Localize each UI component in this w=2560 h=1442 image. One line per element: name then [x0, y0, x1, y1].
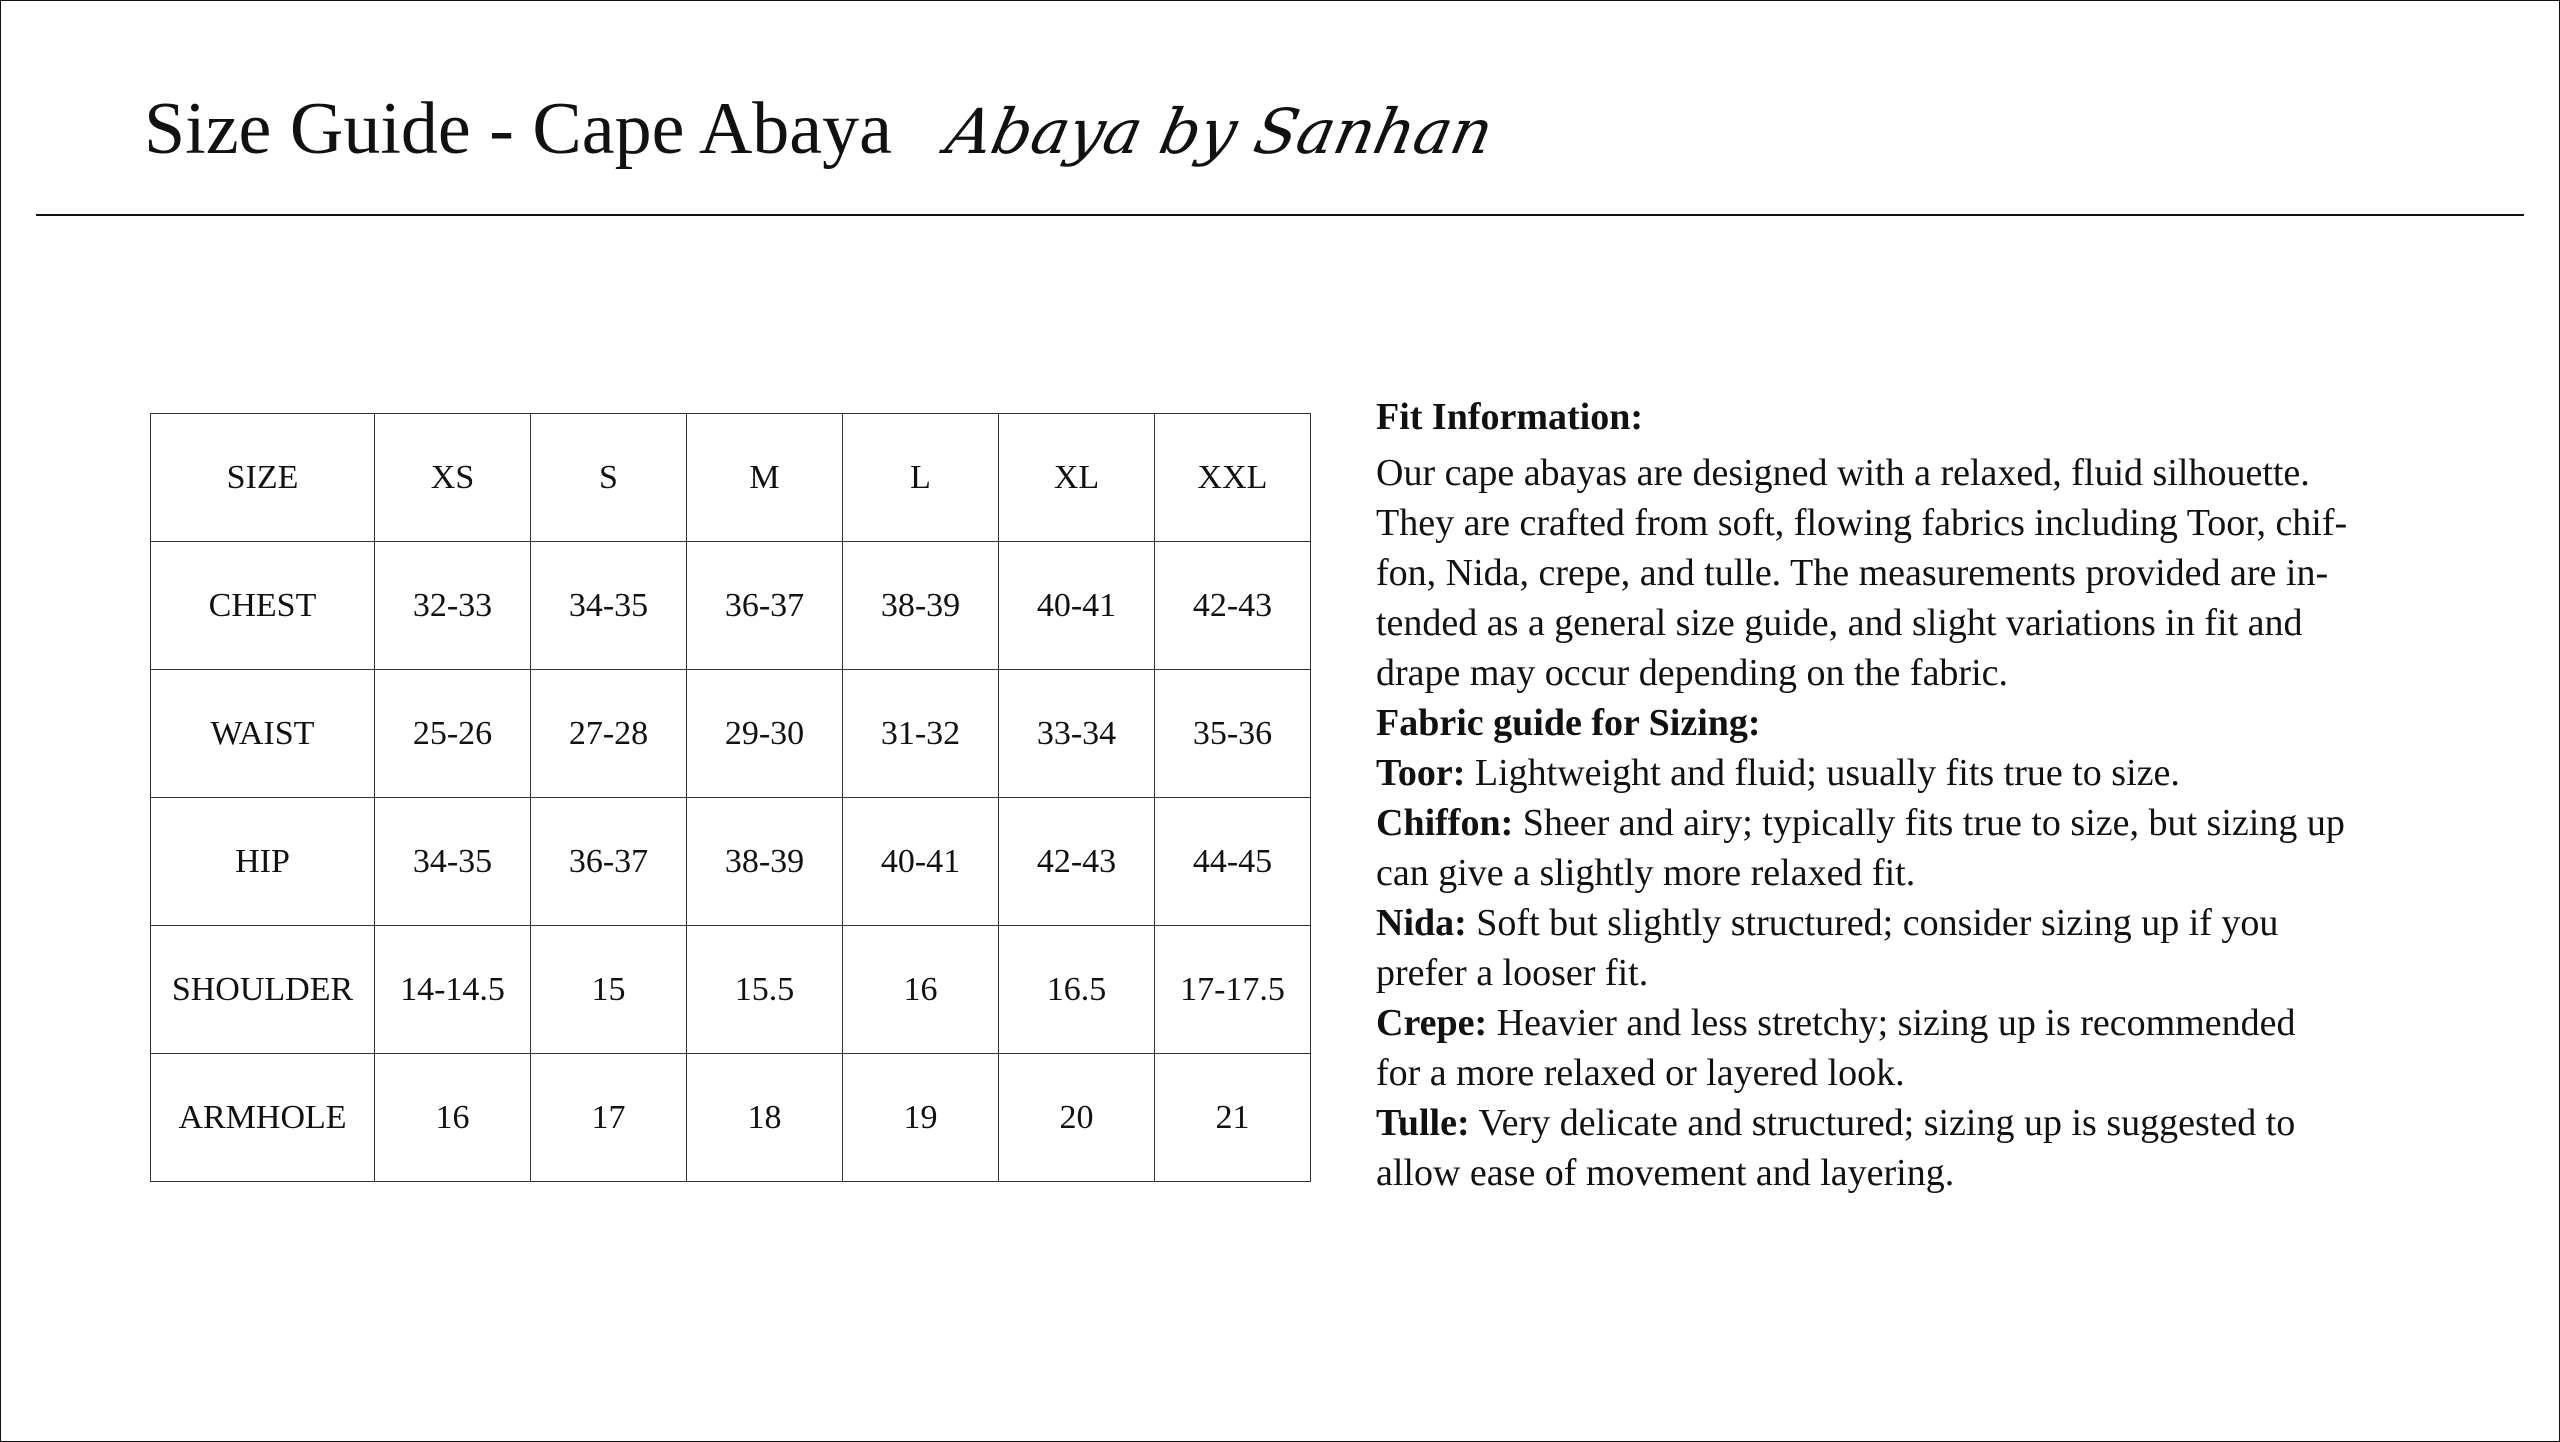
fabric-guide-heading: Fabric guide for Sizing: — [1376, 702, 1761, 744]
fabric-name: Nida: — [1376, 902, 1467, 944]
table-cell: L — [843, 414, 999, 542]
table-cell: 16 — [843, 926, 999, 1054]
fit-line: fon, Nida, crepe, and tulle. The measurements provided are in- — [1376, 552, 2329, 594]
table-cell: 31-32 — [843, 670, 999, 798]
fit-information-text — [1376, 448, 2436, 698]
fabric-tulle — [1376, 1098, 2436, 1198]
fabric-name: Chiffon: — [1376, 802, 1514, 844]
table-cell: 38-39 — [687, 798, 843, 926]
size-chart-table — [150, 413, 1311, 1182]
table-row-label: ARMHOLE — [151, 1054, 375, 1182]
table-cell: XS — [375, 414, 531, 542]
table-row — [151, 926, 1311, 1054]
fit-line: drape may occur depending on the fabric. — [1376, 652, 2009, 694]
fit-line: tended as a general size guide, and slight variations in fit and — [1376, 602, 2303, 644]
table-cell: 18 — [687, 1054, 843, 1182]
table-cell: 35-36 — [1155, 670, 1311, 798]
fabric-chiffon — [1376, 798, 2436, 898]
fabric-desc: for a more relaxed or layered look. — [1376, 1052, 1905, 1094]
table-cell: 34-35 — [375, 798, 531, 926]
fabric-crepe — [1376, 998, 2436, 1098]
fit-line: They are crafted from soft, flowing fabrics including Toor, chif- — [1376, 502, 2348, 544]
table-cell: 33-34 — [999, 670, 1155, 798]
fabric-desc: Sheer and airy; typically fits true to size, but sizing up — [1513, 802, 2345, 844]
fabric-desc: allow ease of movement and layering. — [1376, 1152, 1955, 1194]
table-row-label: HIP — [151, 798, 375, 926]
brand-logo: Abaya by Sanhan — [940, 95, 1500, 168]
fabric-desc: Heavier and less stretchy; sizing up is recommended — [1487, 1002, 2296, 1044]
table-row — [151, 542, 1311, 670]
fabric-name: Toor: — [1376, 752, 1466, 794]
fabric-toor — [1376, 748, 2436, 798]
table-cell: 27-28 — [531, 670, 687, 798]
table-cell: 36-37 — [687, 542, 843, 670]
table-cell: XXL — [1155, 414, 1311, 542]
table-cell: M — [687, 414, 843, 542]
fabric-name: Crepe: — [1376, 1002, 1488, 1044]
table-header-row — [151, 414, 1311, 542]
fabric-desc: prefer a looser fit. — [1376, 952, 1649, 994]
fit-information-heading: Fit Information: — [1376, 396, 1644, 438]
table-cell: 15.5 — [687, 926, 843, 1054]
table-cell: 40-41 — [843, 798, 999, 926]
fit-information-panel — [1376, 392, 2436, 1198]
fabric-nida — [1376, 898, 2436, 998]
table-cell: 19 — [843, 1054, 999, 1182]
page-title: Size Guide - Cape Abaya — [144, 88, 892, 170]
fabric-desc: Very delicate and structured; sizing up is suggested to — [1469, 1102, 2296, 1144]
table-cell: 21 — [1155, 1054, 1311, 1182]
table-row-label: CHEST — [151, 542, 375, 670]
fabric-desc: Lightweight and fluid; usually fits true to size. — [1465, 752, 2180, 794]
table-cell: 17 — [531, 1054, 687, 1182]
table-cell: 15 — [531, 926, 687, 1054]
table-cell: 17-17.5 — [1155, 926, 1311, 1054]
table-cell: 20 — [999, 1054, 1155, 1182]
fabric-desc: can give a slightly more relaxed fit. — [1376, 852, 1916, 894]
table-row-label: WAIST — [151, 670, 375, 798]
table-cell: 25-26 — [375, 670, 531, 798]
fit-line: Our cape abayas are designed with a relaxed, fluid silhouette. — [1376, 452, 2310, 494]
table-cell: 40-41 — [999, 542, 1155, 670]
table-cell: 44-45 — [1155, 798, 1311, 926]
table-row-label: SIZE — [151, 414, 375, 542]
table-cell: 32-33 — [375, 542, 531, 670]
table-cell: 38-39 — [843, 542, 999, 670]
table-cell: 42-43 — [1155, 542, 1311, 670]
table-row — [151, 670, 1311, 798]
table-cell: 16 — [375, 1054, 531, 1182]
table-cell: S — [531, 414, 687, 542]
fabric-name: Tulle: — [1376, 1102, 1470, 1144]
header-divider — [36, 214, 2524, 216]
table-cell: 42-43 — [999, 798, 1155, 926]
table-cell: 34-35 — [531, 542, 687, 670]
table-cell: 36-37 — [531, 798, 687, 926]
table-row — [151, 1054, 1311, 1182]
table-cell: 29-30 — [687, 670, 843, 798]
table-cell: XL — [999, 414, 1155, 542]
table-row-label: SHOULDER — [151, 926, 375, 1054]
table-cell: 16.5 — [999, 926, 1155, 1054]
fabric-desc: Soft but slightly structured; consider sizing up if you — [1466, 902, 2279, 944]
header — [144, 88, 1500, 170]
table-row — [151, 798, 1311, 926]
table-cell: 14-14.5 — [375, 926, 531, 1054]
